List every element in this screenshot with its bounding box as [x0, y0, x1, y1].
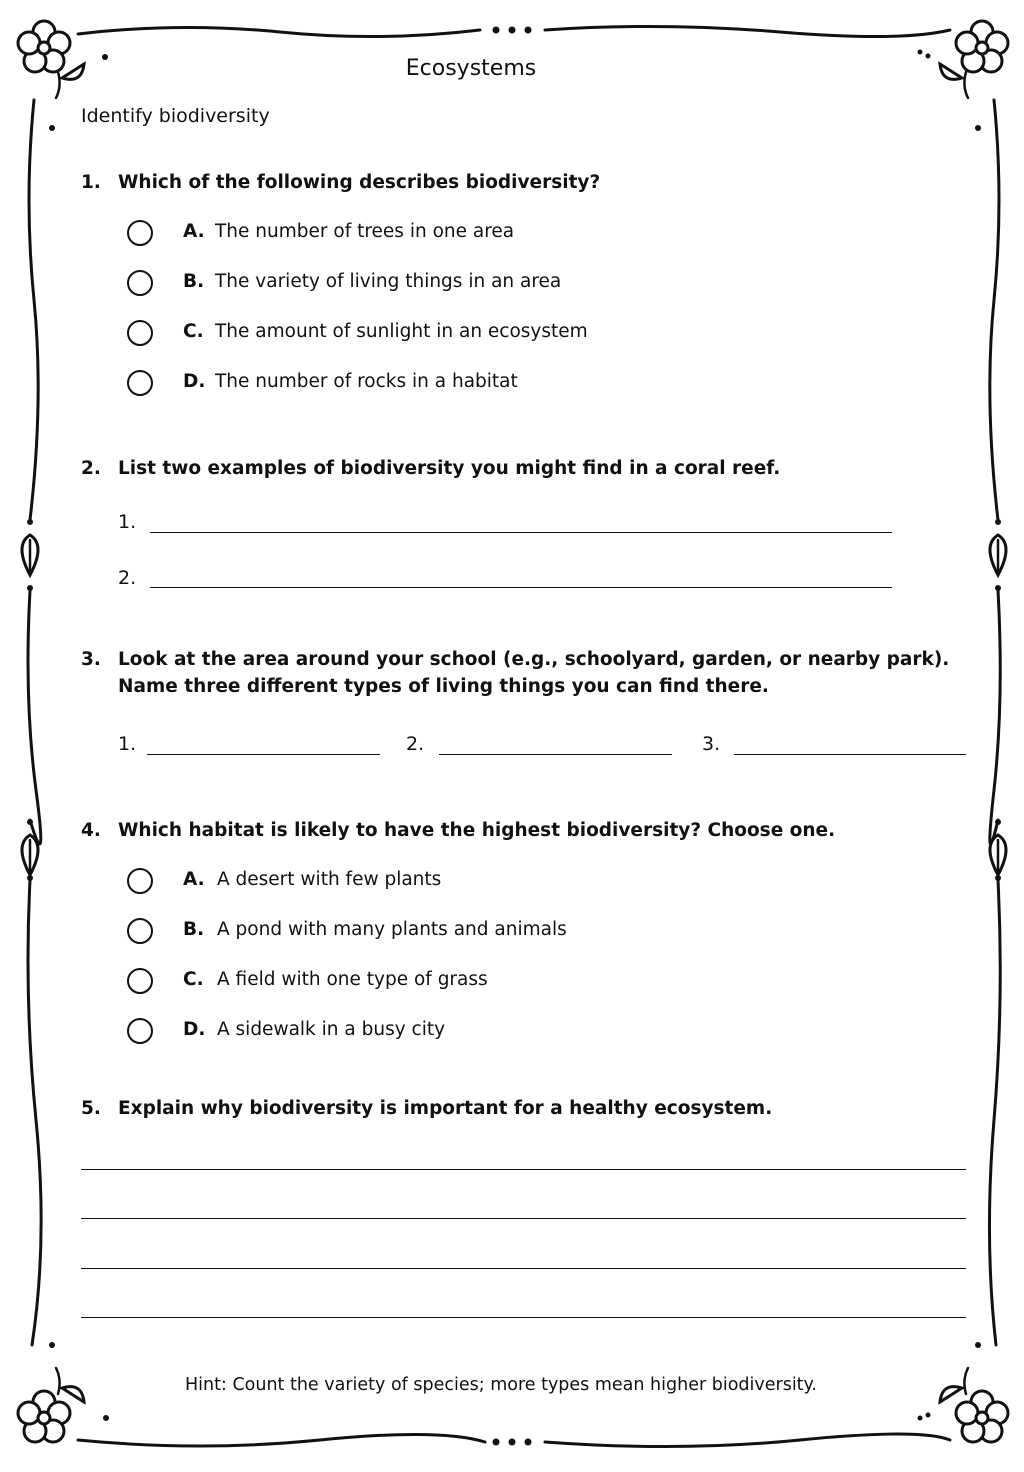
- answer-line[interactable]: [81, 1218, 966, 1219]
- option-letter: B.: [183, 271, 205, 292]
- question-text: Which habitat is likely to have the highest biodiversity? Choose one.: [118, 820, 836, 841]
- option-letter: C.: [183, 321, 204, 342]
- option-text: A desert with few plants: [217, 869, 442, 890]
- radio-button[interactable]: [127, 968, 153, 994]
- worksheet-subtitle: Identify biodiversity: [81, 105, 270, 127]
- answer-line[interactable]: [734, 754, 966, 755]
- question-text: Explain why biodiversity is important for a healthy ecosystem.: [118, 1098, 773, 1119]
- q1-option-a[interactable]: [0, 220, 1024, 250]
- worksheet-title: Ecosystems: [405, 56, 537, 81]
- blank-label: 1.: [118, 511, 137, 533]
- option-letter: A.: [183, 869, 205, 890]
- question-number: 2.: [81, 458, 101, 479]
- question-text: List two examples of biodiversity you might find in a coral reef.: [118, 458, 781, 479]
- q1-option-d[interactable]: [0, 370, 1024, 400]
- q4-option-b[interactable]: [0, 918, 1024, 948]
- option-text: The variety of living things in an area: [215, 271, 562, 292]
- blank-label: 2.: [406, 733, 425, 755]
- question-text-line-1: Look at the area around your school (e.g., schoolyard, garden, or nearby park).: [118, 649, 950, 670]
- q1-option-c[interactable]: [0, 320, 1024, 350]
- question-text-line-2: Name three different types of living things you can find there.: [118, 676, 769, 697]
- option-text: The amount of sunlight in an ecosystem: [215, 321, 588, 342]
- radio-button[interactable]: [127, 918, 153, 944]
- question-number: 3.: [81, 649, 101, 670]
- radio-button[interactable]: [127, 220, 153, 246]
- q4-option-a[interactable]: [0, 868, 1024, 898]
- option-text: A pond with many plants and animals: [217, 919, 567, 940]
- option-text: The number of rocks in a habitat: [215, 371, 518, 392]
- answer-line[interactable]: [150, 587, 892, 588]
- question-text: Which of the following describes biodiversity?: [118, 172, 601, 193]
- radio-button[interactable]: [127, 320, 153, 346]
- question-number: 5.: [81, 1098, 101, 1119]
- answer-line[interactable]: [81, 1317, 966, 1318]
- option-letter: C.: [183, 969, 204, 990]
- blank-label: 2.: [118, 567, 137, 589]
- q4-option-c[interactable]: [0, 968, 1024, 998]
- option-text: A field with one type of grass: [217, 969, 488, 990]
- answer-line[interactable]: [81, 1169, 966, 1170]
- question-number: 1.: [81, 172, 101, 193]
- question-number: 4.: [81, 820, 101, 841]
- q1-option-b[interactable]: [0, 270, 1024, 300]
- q4-option-d[interactable]: [0, 1018, 1024, 1048]
- hint-text: Hint: Count the variety of species; more types mean higher biodiversity.: [185, 1375, 817, 1395]
- answer-line[interactable]: [439, 754, 672, 755]
- radio-button[interactable]: [127, 1018, 153, 1044]
- answer-line[interactable]: [147, 754, 380, 755]
- radio-button[interactable]: [127, 270, 153, 296]
- question-3: [0, 649, 1024, 709]
- option-text: A sidewalk in a busy city: [217, 1019, 446, 1040]
- blank-label: 3.: [702, 733, 721, 755]
- option-letter: A.: [183, 221, 205, 242]
- option-text: The number of trees in one area: [215, 221, 515, 242]
- blank-label: 1.: [118, 733, 137, 755]
- option-letter: D.: [183, 1019, 206, 1040]
- radio-button[interactable]: [127, 370, 153, 396]
- answer-line[interactable]: [81, 1268, 966, 1269]
- answer-line[interactable]: [150, 532, 892, 533]
- radio-button[interactable]: [127, 868, 153, 894]
- option-letter: B.: [183, 919, 205, 940]
- option-letter: D.: [183, 371, 206, 392]
